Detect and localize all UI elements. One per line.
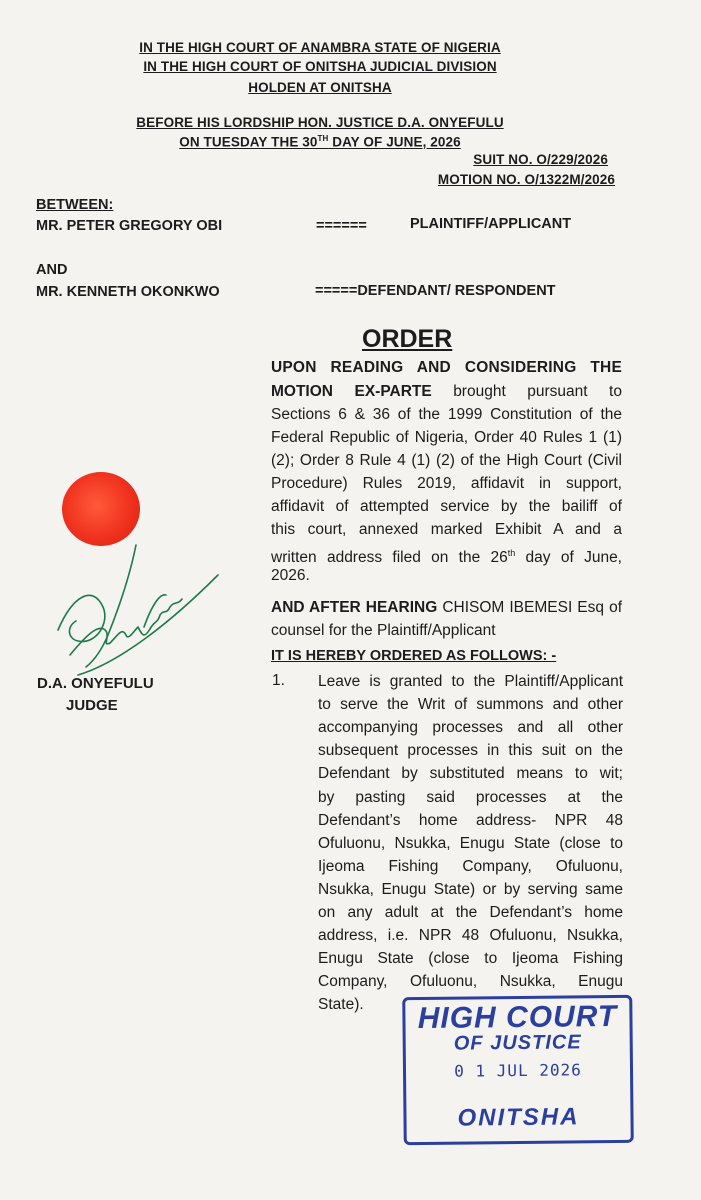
stamp-location: ONITSHA: [457, 1103, 580, 1132]
item-1-line: Enugu State (close to Ijeoma Fishing: [318, 950, 623, 968]
recital-line-8: this court, annexed marked Exhibit A and a: [271, 521, 622, 538]
stamp-date: 0 1 JUL 2026: [454, 1060, 582, 1081]
recital-line-6: Procedure) Rules 2019, affidavit in support,: [271, 475, 622, 492]
stamp-line-1: HIGH COURT: [417, 999, 618, 1036]
judge-name: D.A. ONYEFULU: [37, 675, 154, 692]
judge-signature: [48, 535, 228, 685]
item-1-line: Ijeoma Fishing Company, Ofuluonu,: [318, 857, 623, 875]
and-label: AND: [36, 262, 68, 278]
recital-line-9: written address filed on the 26th day of June,: [271, 548, 622, 567]
recital-line-5: (2); Order 8 Rule 4 (1) (2) of the High Court (Civil: [271, 452, 622, 469]
recital-line-4: Federal Republic of Nigeria, Order 40 Rules 1 (1): [271, 429, 622, 446]
item-1-line: Nsukka, Enugu State) or by serving same: [318, 880, 623, 898]
item-1-line: State).: [318, 996, 364, 1014]
suit-number: SUIT NO. O/229/2026: [473, 152, 608, 167]
court-title-line-3: HOLDEN AT ONITSHA: [248, 80, 392, 95]
recital-line-2: MOTION EX-PARTE brought pursuant to: [271, 383, 622, 400]
plaintiff-role: PLAINTIFF/APPLICANT: [410, 216, 572, 232]
recital-line-10: 2026.: [271, 567, 310, 584]
judge-title: JUDGE: [66, 697, 118, 714]
hearing-date: ON TUESDAY THE 30TH DAY OF JUNE, 2026: [179, 134, 461, 150]
court-title-line-1: IN THE HIGH COURT OF ANAMBRA STATE OF NIGERIA: [139, 40, 501, 55]
defendant-role: =====DEFENDANT/ RESPONDENT: [315, 283, 556, 299]
court-title-line-2: IN THE HIGH COURT OF ONITSHA JUDICIAL DIVISION: [143, 59, 497, 74]
recital-line-3: Sections 6 & 36 of the 1999 Constitution of the: [271, 406, 622, 423]
item-1-line: Defendant’s home address- NPR 48: [318, 811, 623, 829]
judge-line: BEFORE HIS LORDSHIP HON. JUSTICE D.A. ONYEFULU: [136, 115, 504, 130]
hearing-line-1: AND AFTER HEARING CHISOM IBEMESI Esq of: [271, 599, 622, 616]
high-court-stamp: [402, 995, 634, 1145]
item-1-line: address, i.e. NPR 48 Ofuluonu, Nsukka,: [318, 927, 623, 945]
plaintiff-separator: ======: [316, 218, 367, 234]
item-1-line: on any adult at the Defendant’s home: [318, 904, 623, 921]
hearing-line-2: counsel for the Plaintiff/Applicant: [271, 622, 496, 639]
item-1-line: Defendant by substituted means to wit;: [318, 765, 623, 783]
motion-number: MOTION NO. O/1322M/2026: [437, 172, 615, 187]
item-1-line: subsequent processes in this suit on the: [318, 742, 623, 760]
item-1-line: Company, Ofuluonu, Nsukka, Enugu: [318, 973, 623, 991]
item-1-line: to serve the Writ of summons and other: [318, 696, 623, 714]
plaintiff-name: MR. PETER GREGORY OBI: [36, 218, 223, 234]
defendant-name: MR. KENNETH OKONKWO: [36, 284, 220, 300]
between-label: BETWEEN:: [36, 197, 114, 213]
recital-line-1: UPON READING AND CONSIDERING THE: [271, 359, 622, 376]
stamp-line-2: OF JUSTICE: [453, 1031, 582, 1055]
order-title: ORDER: [362, 325, 453, 353]
item-1-number: 1.: [272, 672, 285, 689]
item-1-line: Ofuluonu, Nsukka, Enugu State (close to: [318, 834, 623, 852]
ordered-heading: IT IS HEREBY ORDERED AS FOLLOWS: -: [271, 648, 557, 664]
item-1-line: Leave is granted to the Plaintiff/Applicant: [318, 673, 623, 690]
item-1-line: accompanying processes and all other: [318, 719, 623, 737]
recital-line-7: affidavit of attempted service by the bailiff of: [271, 498, 622, 515]
item-1-line: by pasting said processes at the: [318, 788, 623, 806]
